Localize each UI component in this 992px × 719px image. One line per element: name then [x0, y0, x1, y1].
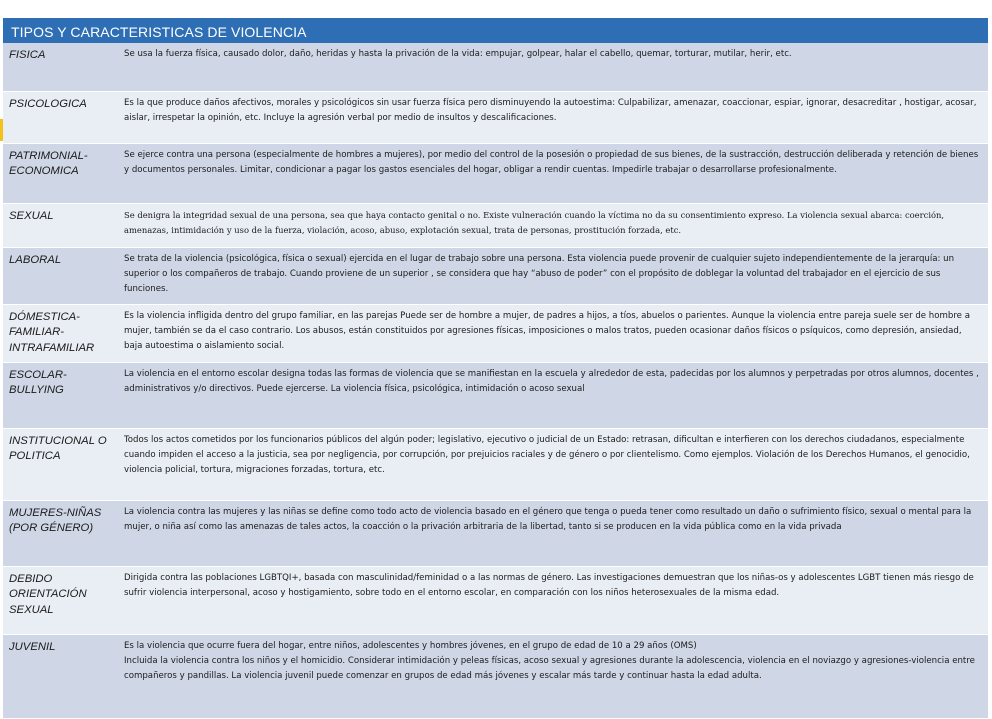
- violence-description: Se usa la fuerza física, causado dolor, daño, heridas y hasta la privación de la vida: empujar, golpear, halar el cabello, quemar, torturar, mutilar, herir, etc.: [114, 43, 988, 91]
- violence-description: Es la violencia que ocurre fuera del hogar, entre niños, adolescentes y hombres jóvenes, en el grupo de edad de 10 a 29 años (OMS) Incluida la violencia contra los niños y el homicidio. Considerar intimidación y peleas físicas, acoso sexual y agresiones durante la adolescencia, violencia en el noviazgo y agresiones-violencia entre compañeros y pandillas. La violencia juvenil puede comenzar en grupos de edad más jóvenes y escalar más tarde y continuar hasta la edad adulta.: [114, 634, 988, 718]
- violence-type: MUJERES-NIÑAS (POR GÉNERO): [3, 500, 114, 566]
- violence-description: La violencia contra las mujeres y las niñas se define como todo acto de violencia basado en el género que tenga o pueda tener como resultado un daño o sufrimiento físico, sexual o mental para la mujer, o niña así como las amenazas de tales actos, la coacción o la privación arbitraria de la libertad, tanto si se producen en la vida pública como en la vida privada: [114, 500, 988, 566]
- table-header-row: [3, 18, 988, 43]
- violence-types-table: [3, 18, 988, 719]
- table-row: [3, 428, 988, 500]
- table-row: [3, 43, 988, 91]
- slide: [0, 18, 992, 719]
- violence-type: INSTITUCIONAL O POLITICA: [3, 428, 114, 500]
- table-row: [3, 247, 988, 304]
- table-row: [3, 362, 988, 428]
- violence-description: Se denigra la integridad sexual de una persona, sea que haya contacto genital o no. Existe vulneración cuando la víctima no da su consentimiento expreso. La violencia sexual abarca: coerción, amenazas, intimidación y uso de la fuerza, violación, acoso, abuso, explotación sexual, trata de personas, prostitución forzada, etc.: [114, 203, 988, 247]
- table-row: [3, 304, 988, 362]
- violence-type: FISICA: [3, 43, 114, 91]
- table-title: TIPOS Y CARACTERISTICAS DE VIOLENCIA: [3, 18, 988, 43]
- table-row: [3, 143, 988, 203]
- violence-description: La violencia en el entorno escolar designa todas las formas de violencia que se manifiestan en la escuela y alrededor de esta, padecidas por los alumnos y perpetradas por otros alumnos, docentes , administrativos y/o directivos. Puede ejercerse. La violencia física, psicológica, intimidación o acoso sexual: [114, 362, 988, 428]
- violence-type: DÓMESTICA-FAMILIAR-INTRAFAMILIAR: [3, 304, 114, 362]
- violence-description: Es la violencia infligida dentro del grupo familiar, en las parejas Puede ser de hombre a mujer, de padres a hijos, a tíos, abuelos o parientes. Aunque la violencia entre pareja suele ser de hombre a mujer, también se da el caso contrario. Los abusos, están constituidos por agresiones físicas, imposiciones o malos tratos, pueden ocasionar daños físicos o psíquicos, como depresión, ansiedad, baja autoestima o aislamiento social.: [114, 304, 988, 362]
- table-row: [3, 566, 988, 634]
- violence-type: PATRIMONIAL-ECONOMICA: [3, 143, 114, 203]
- violence-type: ESCOLAR-BULLYING: [3, 362, 114, 428]
- table-row: [3, 634, 988, 718]
- violence-description: Se trata de la violencia (psicológica, física o sexual) ejercida en el lugar de trabajo sobre una persona. Esta violencia puede provenir de cualquier sujeto independientemente de la jerarquía: un superior o los compañeros de trabajo. Cuando proviene de un superior , se considera que hay “abuso de poder” con el propósito de doblegar la voluntad del trabajador en el ejercicio de sus funciones.: [114, 247, 988, 304]
- table-row: [3, 203, 988, 247]
- violence-type: DEBIDO ORIENTACIÓN SEXUAL: [3, 566, 114, 634]
- violence-type: LABORAL: [3, 247, 114, 304]
- violence-description: Es la que produce daños afectivos, morales y psicológicos sin usar fuerza física pero disminuyendo la autoestima: Culpabilizar, amenazar, coaccionar, espiar, ignorar, desacreditar , hostigar, acosar, aislar, irrespetar la opinión, etc. Incluye la agresión verbal por medio de insultos y descalificaciones.: [114, 91, 988, 143]
- violence-type: JUVENIL: [3, 634, 114, 718]
- table-row: [3, 91, 988, 143]
- violence-description: Se ejerce contra una persona (especialmente de hombres a mujeres), por medio del control de la posesión o propiedad de sus bienes, de la sustracción, destrucción deliberada y retención de bienes y documentos personales. Limitar, condicionar a pagar los gastos esenciales del hogar, obligar a rendir cuentas. Impedirle trabajar o desarrollarse profesionalmente.: [114, 143, 988, 203]
- violence-description: Dirigida contra las poblaciones LGBTQI+, basada con masculinidad/feminidad o a las normas de género. Las investigaciones demuestran que los niñas-os y adolescentes LGBT tienen más riesgo de sufrir violencia interpersonal, acoso y hostigamiento, sobre todo en el entorno escolar, en comparación con los niños heterosexuales de la misma edad.: [114, 566, 988, 634]
- violence-type: SEXUAL: [3, 203, 114, 247]
- violence-type: PSICOLOGICA: [3, 91, 114, 143]
- violence-description: Todos los actos cometidos por los funcionarios públicos del algún poder; legislativo, ejecutivo o judicial de un Estado: retrasan, dificultan e interfieren con los derechos ciudadanos, especialmente cuando impiden el acceso a la justicia, sea por negligencia, por corrupción, por prejuicios raciales y de género o por clientelismo. Como ejemplos. Violación de los Derechos Humanos, el genocidio, violencia policial, tortura, migraciones forzadas, tortura, etc.: [114, 428, 988, 500]
- table-row: [3, 500, 988, 566]
